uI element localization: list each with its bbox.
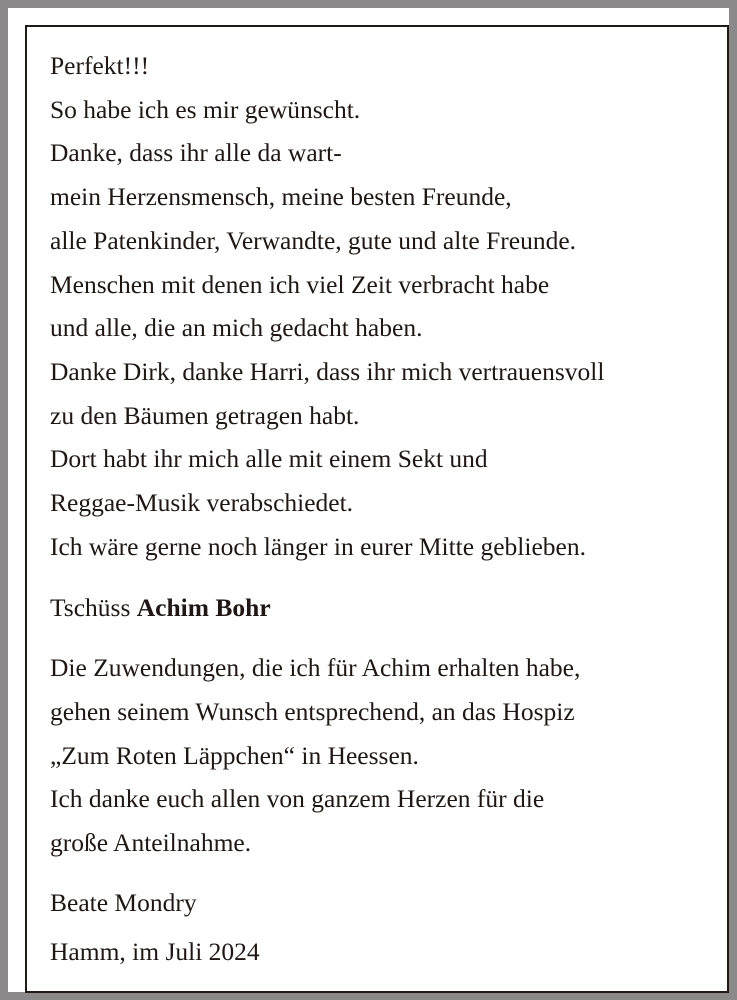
thanks-line: große Anteilnahme. [50,827,252,857]
poem-line: Ich wäre gerne noch länger in eurer Mitte geblieben. [50,531,586,561]
poem [50,44,720,568]
place-date: Hamm, im Juli 2024 [50,937,260,967]
thanks-line: Ich danke euch allen von ganzem Herzen für die [50,784,545,814]
thanks-paragraph [50,646,720,865]
poem-line: zu den Bäumen getragen habt. [50,400,360,430]
thanks-line: Die Zuwendungen, die ich für Achim erhalten habe, [50,653,581,683]
poem-line: Menschen mit denen ich viel Zeit verbracht habe [50,269,550,299]
poem-line: alle Patenkinder, Verwandte, gute und alte Freunde. [50,225,577,255]
poem-line: Reggae-Musik verabschiedet. [50,488,354,518]
notice-text [50,44,720,974]
poem-line: So habe ich es mir gewünscht. [50,94,361,124]
poem-line: Danke, dass ihr alle da wart- [50,138,342,168]
thanks-line: „Zum Roten Läppchen“ in Heessen. [50,740,419,770]
deceased-name: Achim Bohr [136,593,271,623]
thanks-line: gehen seinem Wunsch entsprechend, an das Hospiz [50,696,575,726]
signature: Beate Mondry [50,887,197,917]
poem-line: und alle, die an mich gedacht haben. [50,313,423,343]
poem-line: Dort habt ihr mich alle mit einem Sekt und [50,444,488,474]
farewell [50,586,720,630]
farewell-prefix: Tschüss [50,593,137,623]
poem-line: Perfekt!!! [50,51,150,80]
page [8,8,729,992]
poem-line: Danke Dirk, danke Harri, dass ihr mich vertrauensvoll [50,356,605,386]
poem-line: mein Herzensmensch, meine besten Freunde, [50,182,512,212]
